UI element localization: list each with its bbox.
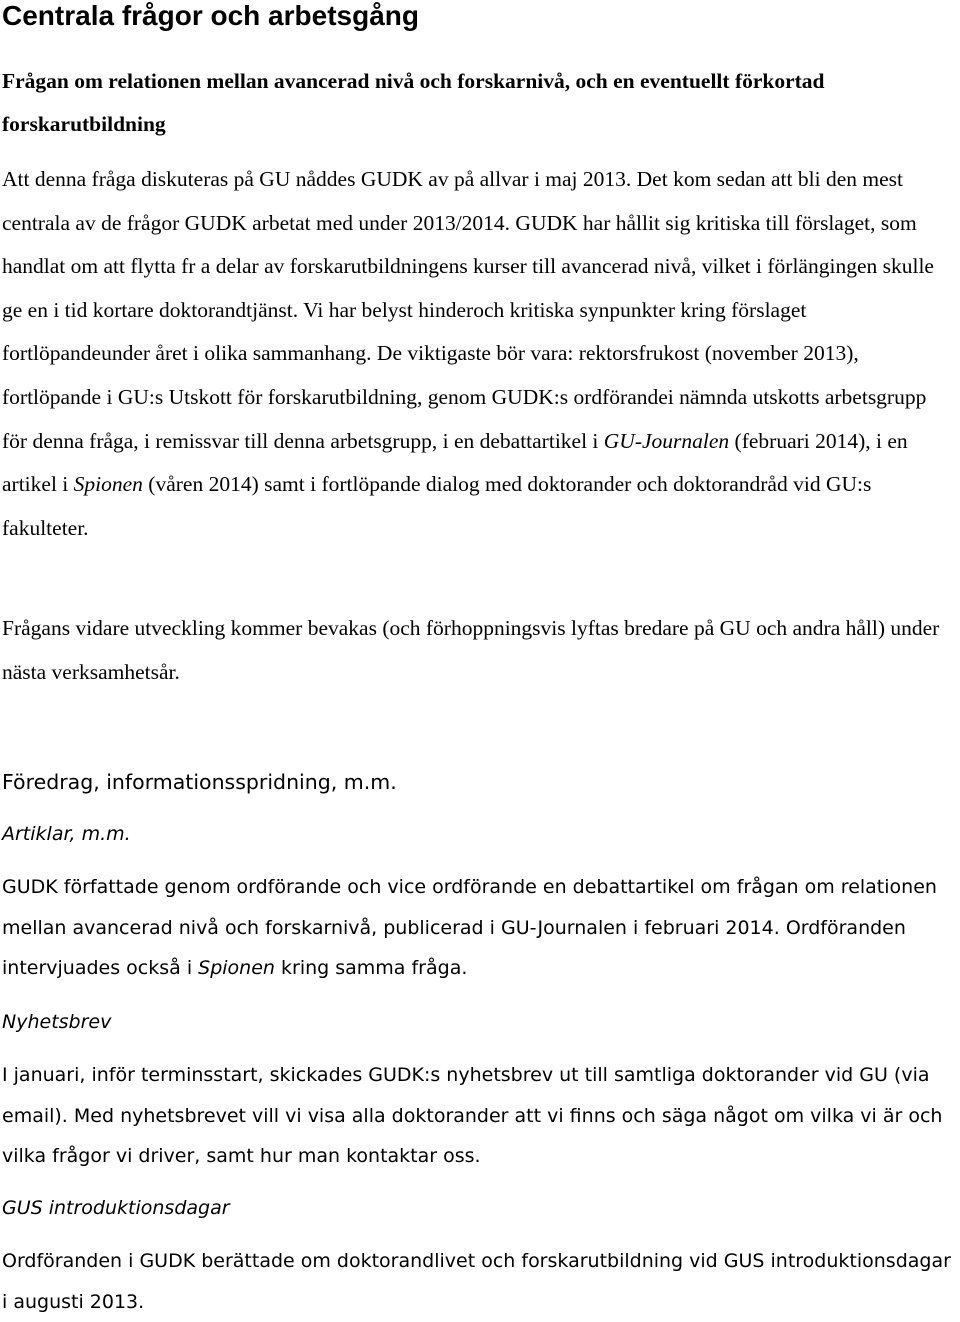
- subheading-articles: Artiklar, m.m.: [2, 823, 131, 845]
- magazine-name: Spionen: [198, 957, 275, 979]
- journal-name: GU-Journalen: [603, 428, 730, 453]
- subheading-newsletter: Nyhetsbrev: [2, 1011, 112, 1033]
- paragraph-text: (februari 2014), i en artikel i: [2, 428, 908, 497]
- section-heading-lectures: Föredrag, informationsspridning, m.m.: [2, 770, 397, 794]
- page-title: Centrala frågor och arbetsgång: [2, 0, 419, 31]
- body-paragraph-1: [2, 158, 952, 550]
- paragraph-text: kring samma fråga.: [274, 957, 468, 979]
- gus-paragraph: Ordföranden i GUDK berättade om doktorandlivet och forskarutbildning vid GUS introduktionsdagar i augusti 2013.: [2, 1250, 951, 1313]
- newsletter-paragraph: I januari, inför terminsstart, skickades GUDK:s nyhetsbrev ut till samtliga doktorander vid GU (via email). Med nyhetsbrevet vill vi visa alla doktorander att vi finns och säga något om vilka vi är och vilka frågor vi driver, samt hur man kontaktar oss.: [2, 1064, 943, 1167]
- articles-paragraph: [2, 867, 952, 989]
- subheading-gus-intro-days: GUS introduktionsdagar: [2, 1197, 230, 1219]
- section-heading-relation: Frågan om relationen mellan avancerad nivå och forskarnivå, och en eventuellt förkortad forskarutbildning: [2, 69, 825, 136]
- paragraph-text: GUDK författade genom ordförande och vice ordförande en debattartikel om frågan om relationen mellan avancerad nivå och forskarnivå, publicerad i GU-Journalen i februari 2014. Ordföranden intervjuades också i: [2, 876, 937, 979]
- paragraph-text: Att denna fråga diskuteras på GU nåddes GUDK av på allvar i maj 2013. Det kom sedan att bli den mest centrala av de frågor GUDK arbetat med under 2013/2014. GUDK har hållit sig kritiska till förslaget, som handlat om att flytta fr a delar av forskarutbildningens kurser till avancerad nivå, vilket i förlängingen skulle ge en i tid kortare doktorandtjänst. Vi har belyst hinderoch kritiska synpunkter kring förslaget fortlöpandeunder året i olika sammanhang. De viktigaste bör vara: rektorsfrukost (november 2013), fortlöpande i GU:s Utskott för forskarutbildning, genom GUDK:s ordförandei nämnda utskotts arbetsgrupp för denna fråga, i remissvar till denna arbetsgrupp, i en debattartikel i: [2, 167, 934, 453]
- magazine-name: Spionen: [73, 472, 143, 497]
- body-paragraph-2: Frågans vidare utveckling kommer bevakas (och förhoppningsvis lyftas bredare på GU och andra håll) under nästa verksamhetsår.: [2, 616, 940, 684]
- paragraph-text: (våren 2014) samt i fortlöpande dialog med doktorander och doktorandråd vid GU:s fakulteter.: [2, 472, 872, 540]
